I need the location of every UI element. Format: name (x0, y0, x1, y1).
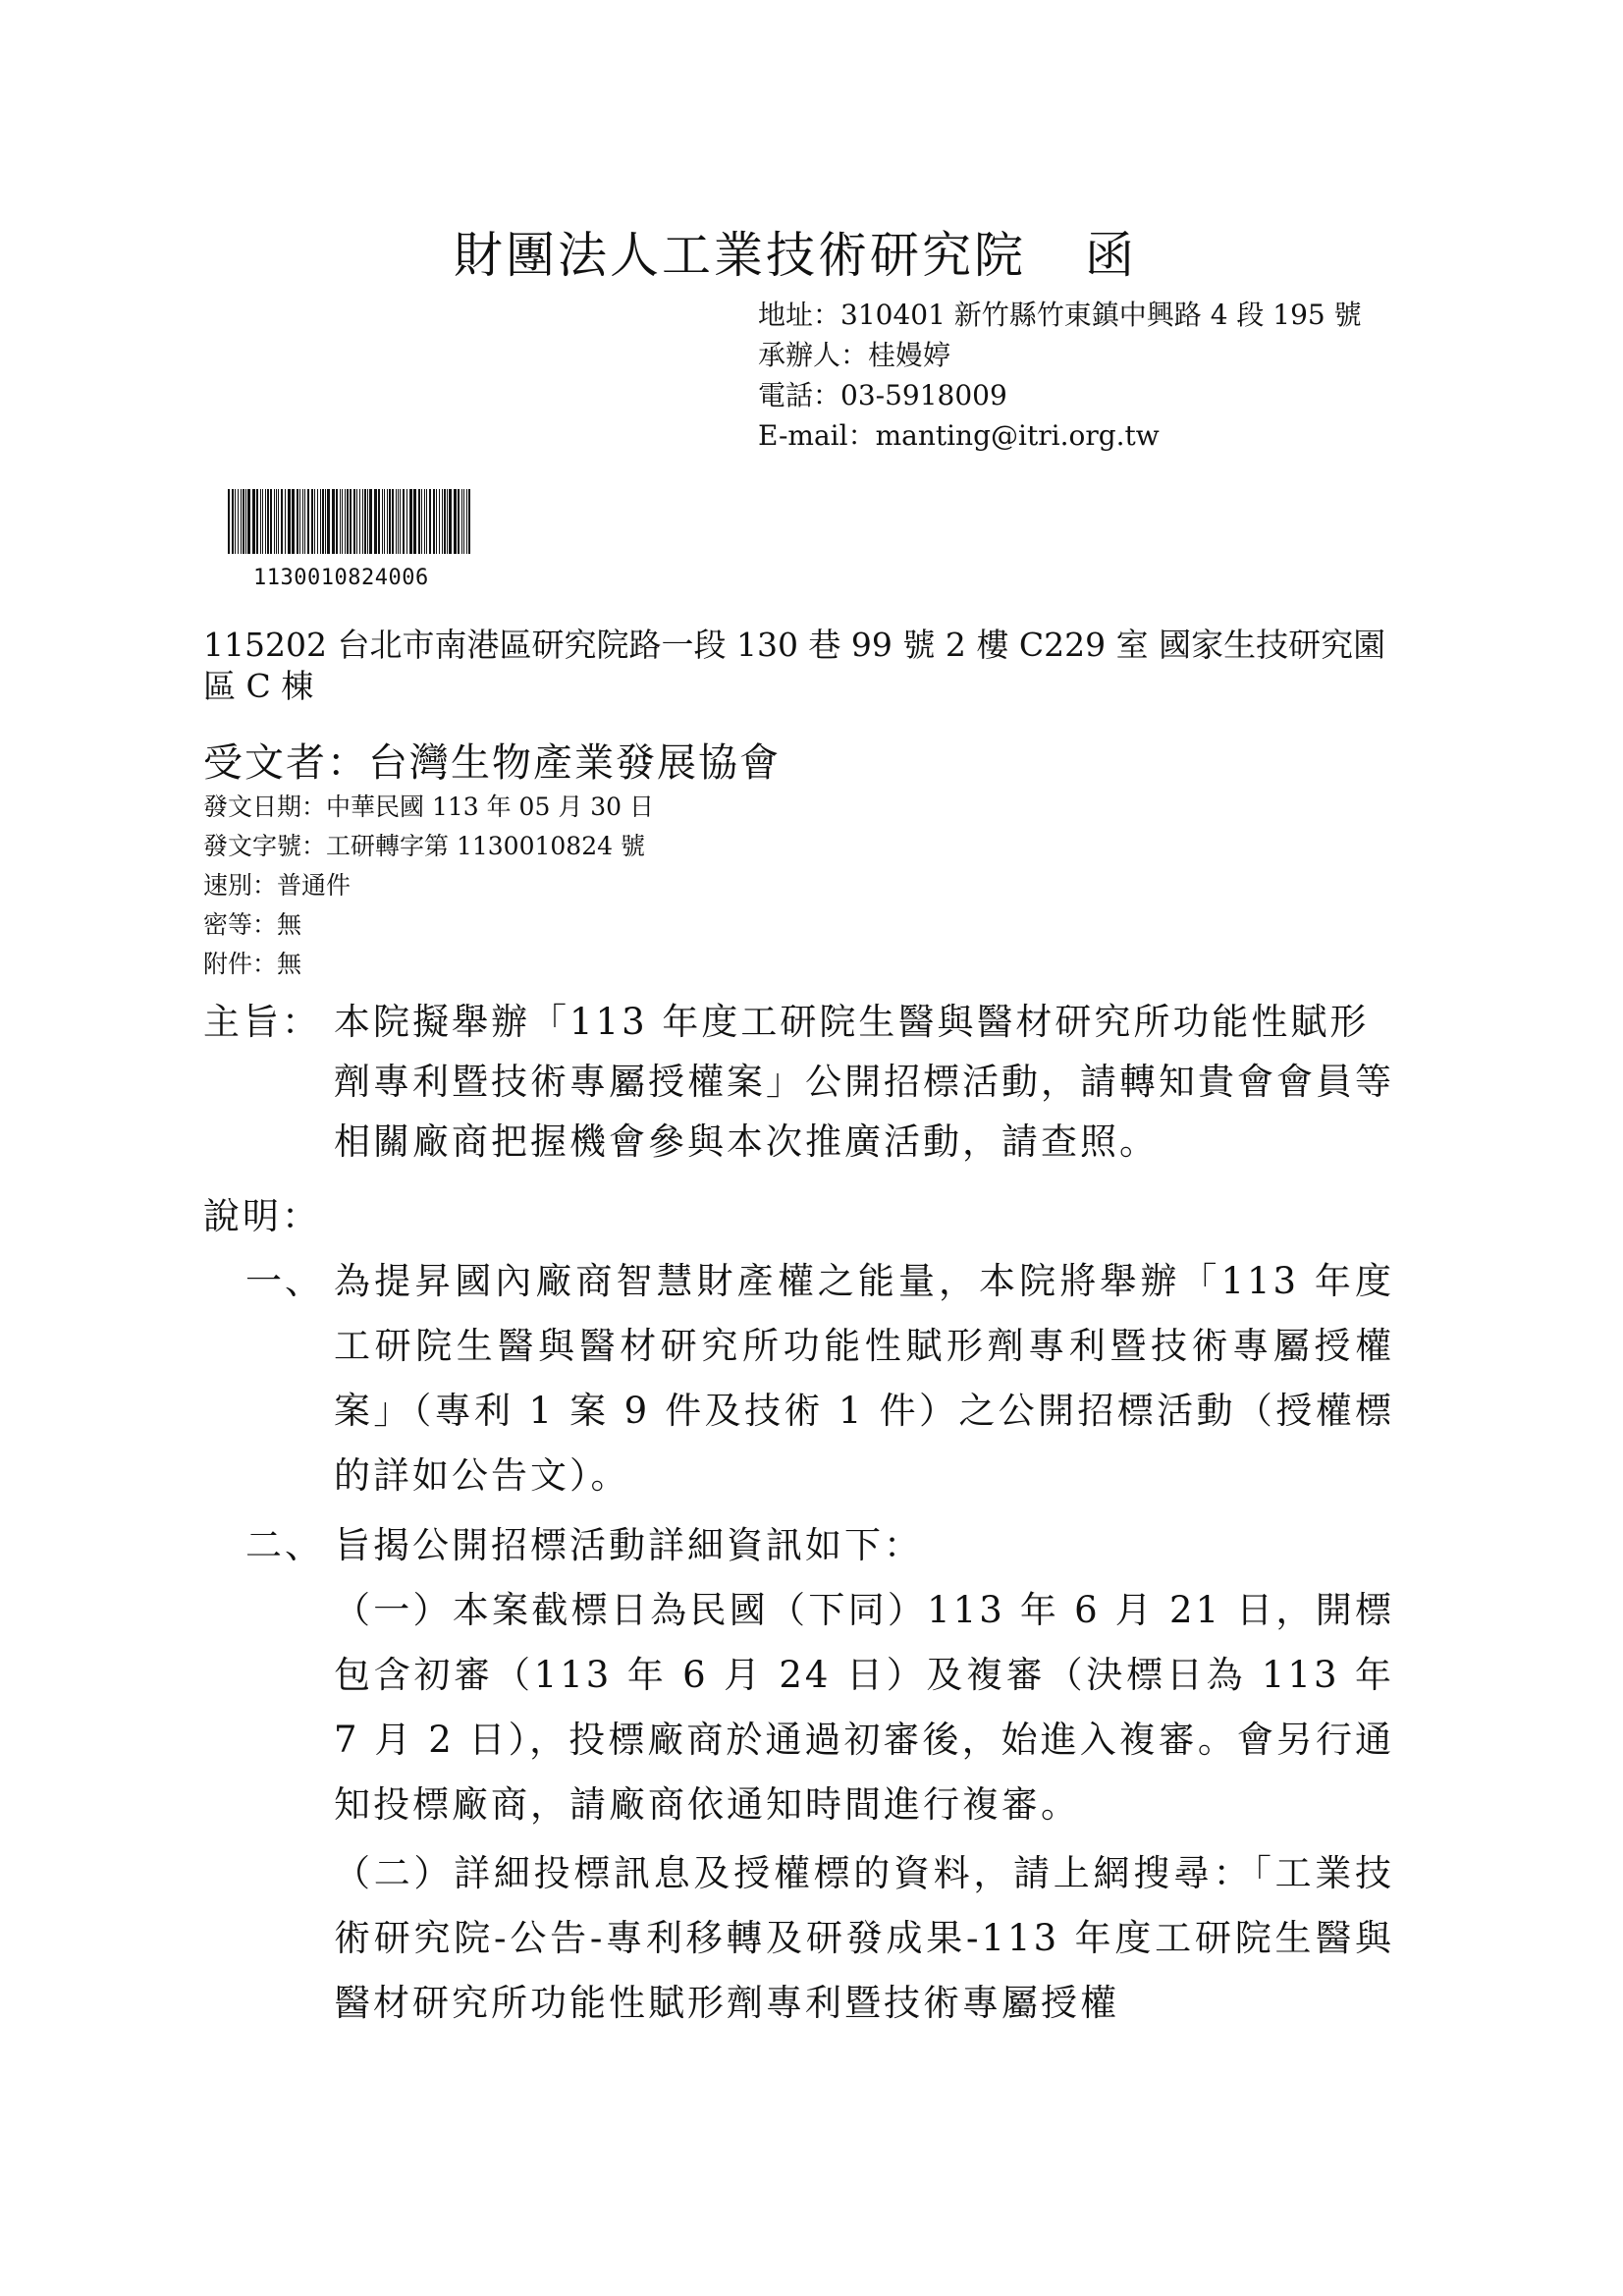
barcode-bar (262, 489, 263, 554)
org-name: 財團法人工業技術研究院 (454, 227, 1026, 284)
barcode-bar (418, 489, 420, 554)
barcode-bar (426, 489, 427, 554)
barcode-bar (463, 489, 464, 554)
barcode-bar (342, 489, 343, 554)
sender-contact-block (758, 295, 1362, 456)
barcode-bar (400, 489, 401, 554)
barcode-bar (299, 489, 300, 554)
barcode-bar (336, 489, 338, 554)
barcode-bar (325, 489, 326, 554)
letter-title (454, 224, 1137, 287)
barcode-bar (374, 489, 377, 554)
subject-label: 主旨： (203, 1001, 321, 1043)
barcode-bar (252, 489, 255, 554)
explanation-item-1 (245, 1249, 1424, 1508)
barcode-bar (429, 489, 431, 554)
barcode-bar (314, 489, 315, 554)
barcode-bar (247, 489, 250, 554)
barcode-bar (276, 489, 277, 554)
barcode-bar (256, 489, 258, 554)
barcode-bar (332, 489, 335, 554)
document-number: 發文字號：工研轉字第 1130010824 號 (203, 832, 645, 860)
item-number: 一、 (245, 1260, 324, 1302)
barcode-bar (387, 489, 388, 554)
barcode-bar (311, 489, 313, 554)
barcode-bar (297, 489, 298, 554)
explanation-label: 說明： (203, 1195, 321, 1237)
barcode-bar (454, 489, 457, 554)
barcode-bar (288, 489, 291, 554)
barcode (228, 489, 471, 556)
barcode-bar (238, 489, 239, 554)
barcode-bar (461, 489, 462, 554)
barcode-bar (228, 489, 230, 554)
delivery-speed: 速別：普通件 (203, 871, 352, 900)
barcode-bar (406, 489, 407, 554)
doc-type: 函 (1085, 227, 1137, 284)
barcode-bar (364, 489, 366, 554)
document-meta (203, 788, 654, 984)
barcode-bar (345, 489, 346, 554)
barcode-bar (347, 489, 349, 554)
barcode-bar (292, 489, 295, 554)
barcode-bar (382, 489, 383, 554)
barcode-bar (466, 489, 467, 554)
email-address: E-mail：manting@itri.org.tw (758, 419, 1160, 452)
barcode-bar (378, 489, 380, 554)
barcode-bar (340, 489, 341, 554)
barcode-bar (350, 489, 352, 554)
recipient-address: 115202 台北市南港區研究院路一段 130 巷 99 號 2 樓 C229 室 國家生技研究園區 C 棟 (203, 626, 1386, 705)
barcode-bar (265, 489, 266, 554)
barcode-bar (260, 489, 261, 554)
recipient: 受文者：台灣生物產業發展協會 (203, 740, 781, 786)
barcode-bar (359, 489, 360, 554)
barcode-bar (327, 489, 330, 554)
barcode-bar (285, 489, 286, 554)
barcode-bar (281, 489, 283, 554)
barcode-bar (274, 489, 275, 554)
barcode-bar (409, 489, 412, 554)
sender-address: 地址：310401 新竹縣竹東鎮中興路 4 段 195 號 (758, 299, 1362, 331)
barcode-bar (304, 489, 305, 554)
phone-number: 電話：03-5918009 (758, 379, 1007, 411)
item-text: 旨揭公開招標活動詳細資訊如下： (334, 1524, 923, 1566)
subject-section (203, 992, 1421, 1172)
barcode-bar (436, 489, 437, 554)
barcode-bar (442, 489, 443, 554)
item-text: 為提昇國內廠商智慧財產權之能量，本院將舉辦「113 年度工研院生醫與醫材研究所功能性賦形劑專利暨技術專屬授權案」（專利 1 案 9 件及技術 1 件）之公開招標活動（授權標的詳如公告文）。 (334, 1260, 1394, 1497)
barcode-bar (302, 489, 303, 554)
barcode-bar (444, 489, 446, 554)
explanation-item-2 (245, 1513, 1424, 1578)
sub-item-2: （二）詳細投標訊息及授權標的資料，請上網搜尋：「工業技術研究院-公告-專利移轉及研發成果-113 年度工研院生醫與醫材研究所功能性賦形劑專利暨技術專屬授權 (334, 1852, 1394, 2024)
barcode-bar (424, 489, 425, 554)
barcode-bar (433, 489, 435, 554)
sub-item-1: （一）本案截標日為民國（下同）113 年 6 月 21 日，開標包含初審（113 年 6 月 24 日）及複審（決標日為 113 年 7 月 2 日），投標廠商於通過初審後，始進入複審。會另行通知投標廠商，請廠商依通知時間進行複審。 (334, 1589, 1394, 1826)
barcode-bar (317, 489, 318, 554)
barcode-bar (421, 489, 422, 554)
barcode-bar (267, 489, 269, 554)
handler-name: 承辦人：桂嫚婷 (758, 339, 951, 371)
barcode-bar (413, 489, 416, 554)
secrecy-level: 密等：無 (203, 910, 302, 939)
barcode-bar (232, 489, 234, 554)
barcode-bar (320, 489, 321, 554)
barcode-bar (392, 489, 394, 554)
barcode-bar (458, 489, 460, 554)
barcode-bar (353, 489, 355, 554)
barcode-bar (322, 489, 324, 554)
barcode-bar (447, 489, 448, 554)
barcode-graphic (228, 489, 471, 556)
barcode-bar (396, 489, 397, 554)
barcode-bar (235, 489, 236, 554)
barcode-bar (278, 489, 279, 554)
barcode-bar (367, 489, 368, 554)
barcode-bar (369, 489, 372, 554)
barcode-bar (439, 489, 440, 554)
attachment: 附件：無 (203, 950, 302, 978)
barcode-bar (270, 489, 272, 554)
barcode-bar (398, 489, 399, 554)
barcode-bar (389, 489, 391, 554)
barcode-bar (243, 489, 244, 554)
barcode-bar (245, 489, 246, 554)
barcode-bar (403, 489, 405, 554)
subject-text: 本院擬舉辦「113 年度工研院生醫與醫材研究所功能性賦形劑專利暨技術專屬授權案」公開招標活動，請轉知貴會會員等相關廠商把握機會參與本次推廣活動，請查照。 (334, 1001, 1394, 1163)
barcode-bar (384, 489, 385, 554)
barcode-bar (468, 489, 470, 554)
barcode-bar (307, 489, 309, 554)
barcode-bar (356, 489, 357, 554)
barcode-bar (362, 489, 363, 554)
barcode-bar (241, 489, 242, 554)
barcode-number: 1130010824006 (253, 566, 429, 590)
issue-date: 發文日期：中華民國 113 年 05 月 30 日 (203, 793, 655, 821)
item-number: 二、 (245, 1524, 324, 1566)
barcode-bar (449, 489, 452, 554)
